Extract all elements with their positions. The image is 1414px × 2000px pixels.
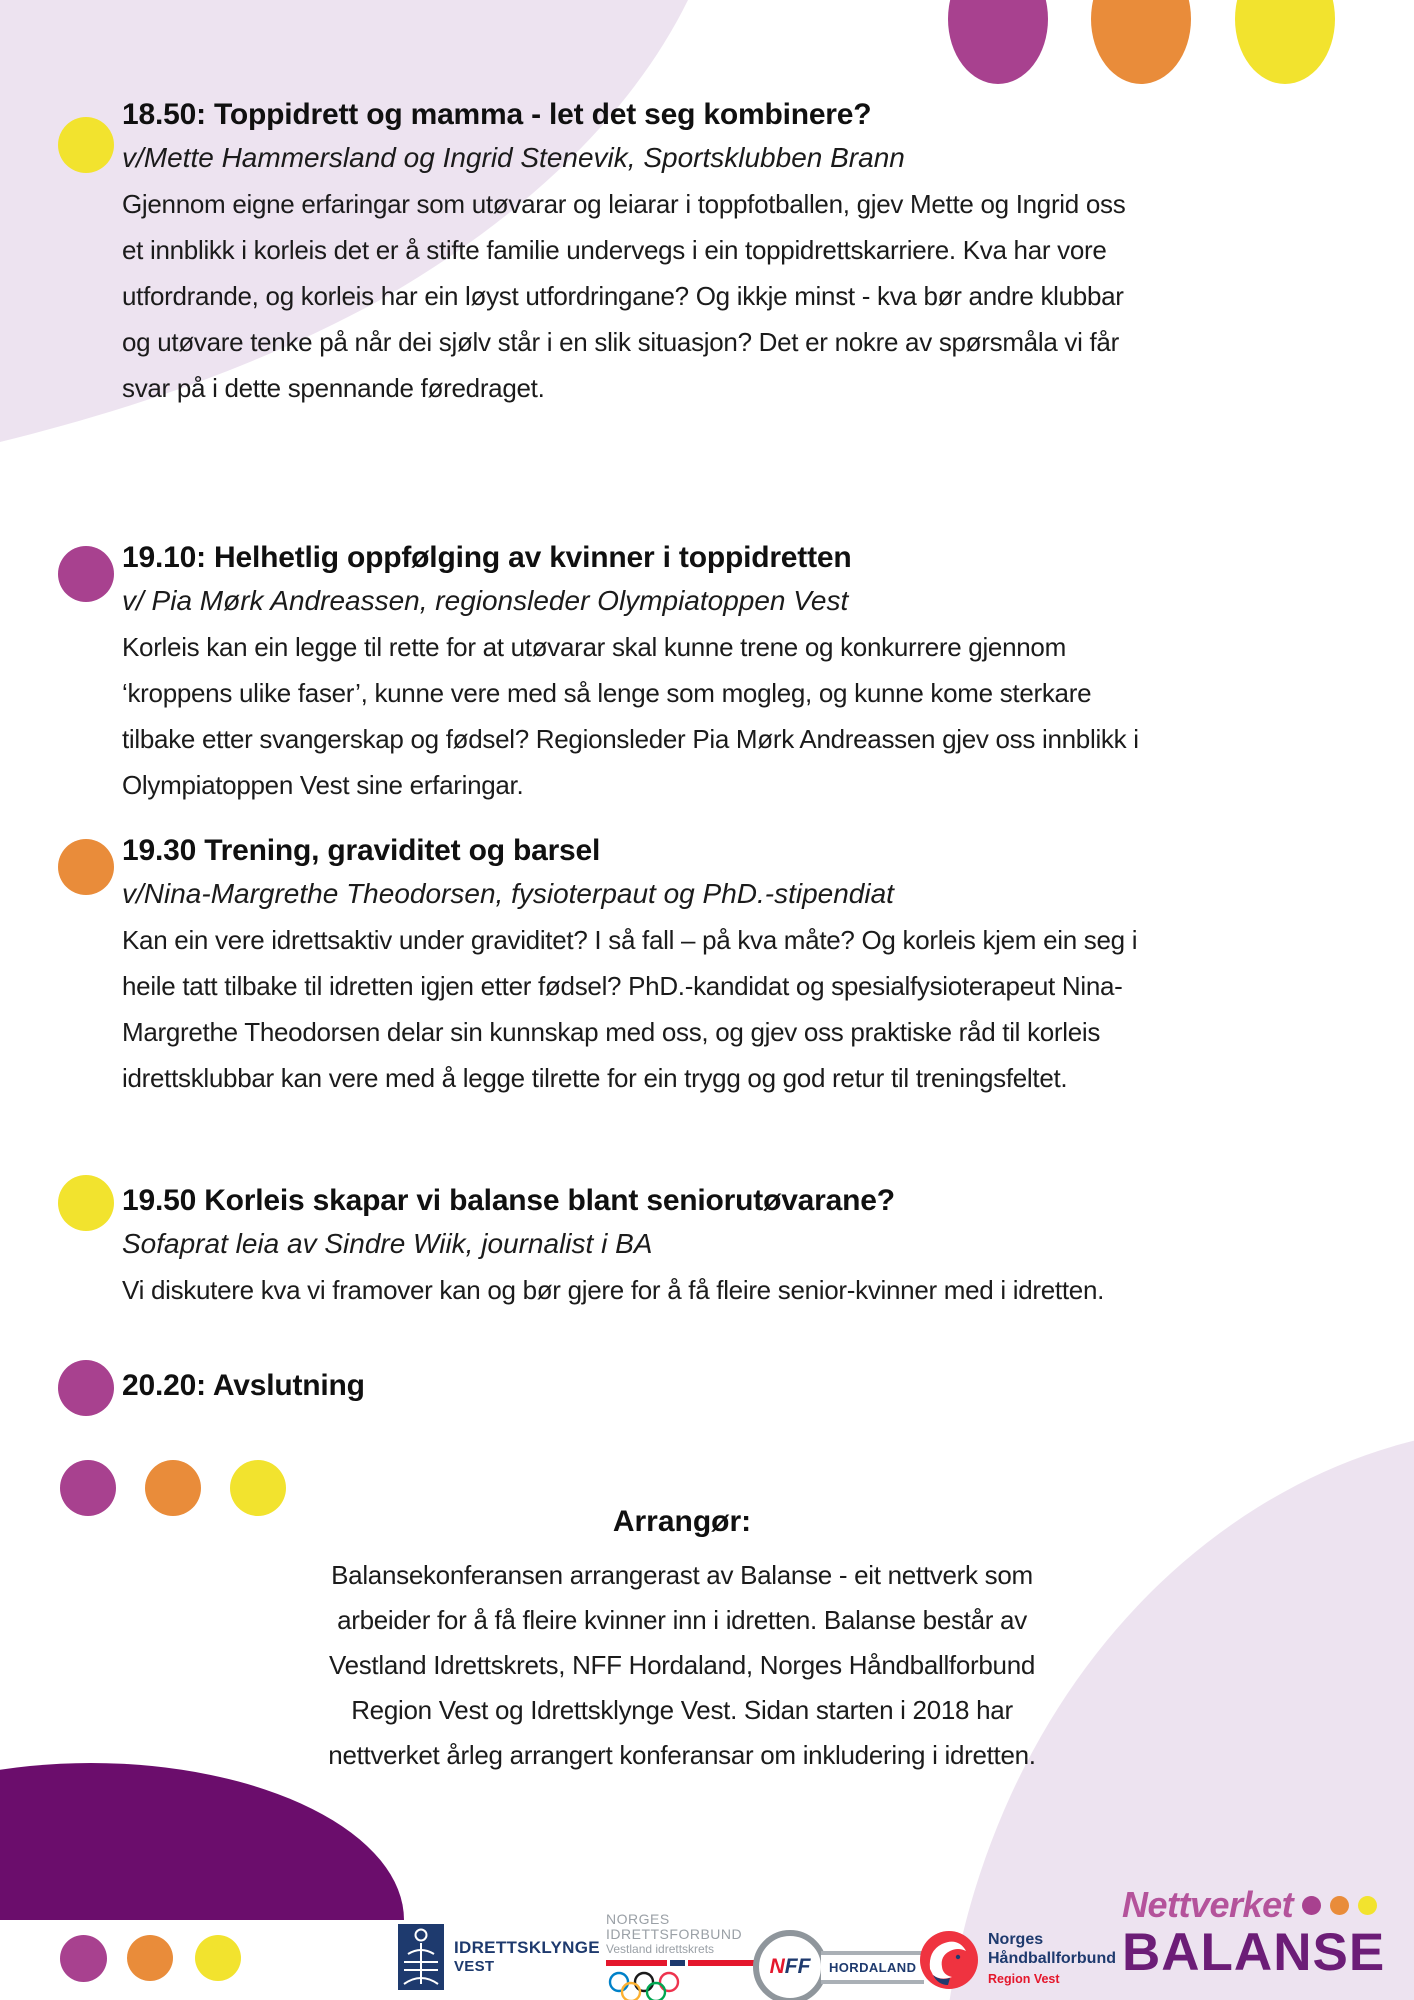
program-item-1850 (58, 95, 1148, 411)
session-description: Kan ein vere idrettsaktiv under graviditet? I så fall – på kva måte? Og korleis kjem ein seg i heile tatt tilbake til idretten igjen etter fødsel? PhD.-kandidat og spesialfysioterapeut Nina-Margrethe Theodorsen delar sin kunnskap med oss, og gjev oss praktiske råd til korleis idrettsklubbar kan vere med å legge tilrette for ein trygg og god retur til treningsfeltet. (122, 925, 1138, 1093)
balanse-dot-orange (1330, 1896, 1349, 1915)
nif-name-line1: NORGES (606, 1911, 670, 1927)
decor-dot-orange (127, 1935, 173, 1981)
decor-dot-magenta (948, 0, 1048, 84)
session-speaker: v/Mette Hammersland og Ingrid Stenevik, Sportsklubben Brann (122, 142, 905, 173)
olympic-rings-icon (606, 1971, 682, 2000)
logo-nff-hordaland (753, 1930, 924, 2000)
bullet-dot (58, 546, 114, 602)
nff-region-label: HORDALAND (821, 1951, 924, 1984)
logo-idrettsklynge-vest (398, 1924, 600, 1990)
program-item-1910 (58, 538, 1148, 808)
bullet-dot (58, 839, 114, 895)
program-item-1950 (58, 1181, 1148, 1313)
bullet-dot (58, 1360, 114, 1416)
session-title: 19.50 Korleis skapar vi balanse blant seniorutøvarane? (122, 1184, 895, 1217)
nhf-name-line2: Håndballforbund (988, 1950, 1116, 1967)
session-speaker: Sofaprat leia av Sindre Wiik, journalist i BA (122, 1228, 653, 1259)
bullet-dot (58, 117, 114, 173)
logo-nettverket-balanse (1122, 1884, 1385, 1980)
session-title: 19.10: Helhetlig oppfølging av kvinner i toppidretten (122, 541, 852, 574)
decor-dot-yellow (195, 1935, 241, 1981)
balanse-dot-magenta (1302, 1896, 1321, 1915)
organizer-description: Balansekonferansen arrangerast av Balanse - eit nettverk som arbeider for å få fleire kvinner inn i idretten. Balanse består av Vestland Idrettskrets, NFF Hordaland, Norges Håndballforbund Region Vest og Idrettsklynge Vest. Sidan starten i 2018 har nettverket årleg arrangert konferansar om inkludering i idretten. (328, 1560, 1036, 1770)
nhf-region: Region Vest (988, 1972, 1060, 1986)
balanse-wordmark-main: BALANSE (1122, 1923, 1386, 1982)
decorative-dome-bottom-left (0, 1763, 404, 1920)
nhf-name-line1: Norges (988, 1931, 1044, 1948)
nif-name-line2: IDRETTSFORBUND (606, 1926, 743, 1942)
decor-dot-magenta (60, 1935, 107, 1982)
decor-dot-orange (145, 1460, 201, 1516)
decor-dot-yellow (1235, 0, 1335, 84)
decor-dot-magenta (60, 1460, 116, 1516)
program-item-1930 (58, 831, 1148, 1101)
session-speaker: v/ Pia Mørk Andreassen, regionsleder Olympiatoppen Vest (122, 585, 849, 616)
organizer-section (320, 1505, 1044, 1778)
handball-lion-icon (920, 1931, 978, 1989)
bullet-dot (58, 1175, 114, 1231)
idrettsklynge-vest-icon (398, 1924, 444, 1990)
session-title: 18.50: Toppidrett og mamma - let det seg kombinere? (122, 98, 872, 131)
balanse-wordmark-top: Nettverket (1122, 1884, 1294, 1925)
logo-norges-haandballforbund (920, 1930, 1116, 1989)
program-item-2020 (58, 1366, 1148, 1406)
balanse-dot-yellow (1358, 1896, 1377, 1915)
session-description: Korleis kan ein legge til rette for at utøvarar skal kunne trene og konkurrere gjennom ‘kroppens ulike faser’, kunne vere med så lenge som mogleg, og kunne kome sterkare tilbake etter svangerskap og fødsel? Regionsleder Pia Mørk Andreassen gjev oss innblikk i Olympiatoppen Vest sine erfaringar. (122, 632, 1139, 800)
nff-crest-icon (753, 1930, 827, 2000)
organizer-heading: Arrangør: (612, 1505, 752, 1538)
session-title: 19.30 Trening, graviditet og barsel (122, 834, 601, 867)
nif-region: Vestland idrettskrets (606, 1942, 715, 1956)
ikv-region: VEST (454, 1958, 495, 1975)
session-description: Vi diskutere kva vi framover kan og bør gjere for å få fleire senior-kvinner med i idretten. (122, 1275, 1105, 1305)
session-description: Gjennom eigne erfaringar som utøvarar og leiarar i toppfotballen, gjev Mette og Ingrid oss et innblikk i korleis det er å stifte familie undervegs i ein toppidrettskarriere. Kva har vore utfordrande, og korleis har ein løyst utfordringane? Og ikkje minst - kva bør andre klubbar og utøvare tenke på når dei sjølv står i en slik situasjon? Det er nokre av spørsmåla vi får svar på i dette spennande føredraget. (122, 189, 1126, 403)
session-speaker: v/Nina-Margrethe Theodorsen, fysioterpaut og PhD.-stipendiat (122, 878, 894, 909)
nff-letter-n: N (769, 1955, 785, 1978)
session-title: 20.20: Avslutning (122, 1369, 365, 1402)
ikv-name: IDRETTSKLYNGE (454, 1938, 600, 1957)
decor-dot-yellow (230, 1460, 286, 1516)
decor-dot-orange (1091, 0, 1191, 84)
nff-letters-ff: FF (784, 1955, 811, 1978)
